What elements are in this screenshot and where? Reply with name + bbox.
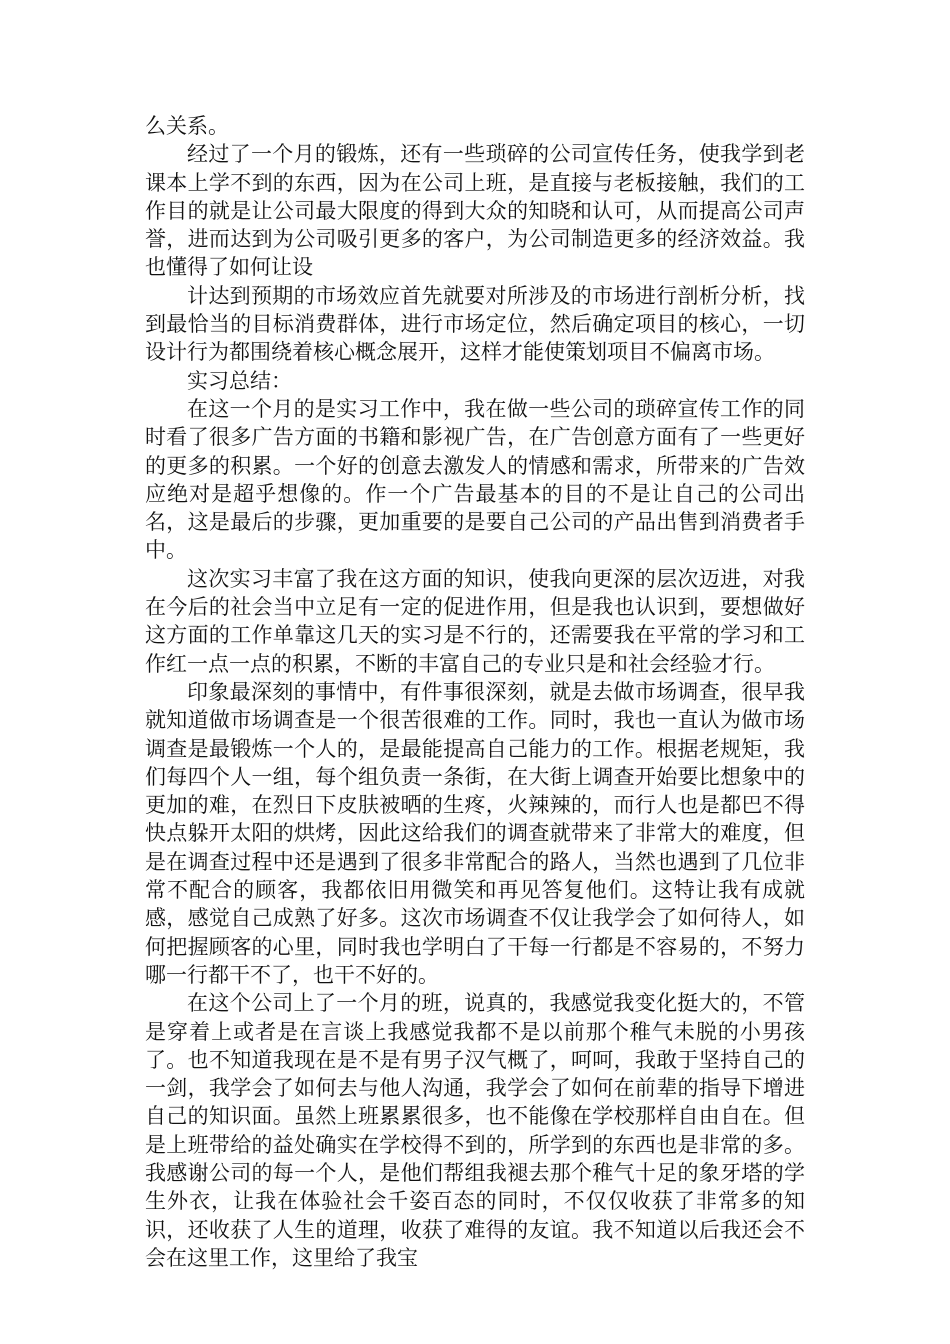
paragraph: 在这个公司上了一个月的班，说真的，我感觉我变化挺大的，不管是穿着上或者是在言谈上我感觉我都不是以前那个稚气未脱的小男孩了。也不知道我现在是不是有男子汉气概了，呵呵，我敢于坚持自己的一剑，我学会了如何去与他人沟通，我学会了如何在前辈的指导下增进自己的知识面。虽然上班累累很多，也不能像在学校那样自由自在。但是上班带给的益处确实在学校得不到的，所学到的东西也是非常的多。我感谢公司的每一个人，是他们帮组我褪去那个稚气十足的象牙塔的学生外衣，让我在体验社会千姿百态的同时，不仅仅收获了非常多的知识，还收获了人生的道理，收获了难得的友谊。我不知道以后我还会不会在这里工作，这里给了我宝 xyxy=(145,991,805,1270)
paragraph: 印象最深刻的事情中，有件事很深刻，就是去做市场调查，很早我就知道做市场调查是一个很苦很难的工作。同时，我也一直认为做市场调查是最锻炼一个人的，是最能提高自己能力的工作。根据老规矩，我们每四个人一组，每个组负责一条街，在大街上调查开始要比想象中的更加的难，在烈日下皮肤被晒的生疼，火辣辣的，而行人也是都巴不得快点躲开太阳的烘烤，因此这给我们的调查就带来了非常大的难度，但是在调查过程中还是遇到了很多非常配合的路人，当然也遇到了几位非常不配合的顾客，我都依旧用微笑和再见答复他们。这特让我有成就感，感觉自己成熟了好多。这次市场调查不仅让我学会了如何待人，如何把握顾客的心里，同时我也学明白了干每一行都是不容易的，不努力哪一行都干不了，也干不好的。 xyxy=(145,679,805,987)
paragraph: 经过了一个月的锻炼，还有一些琐碎的公司宣传任务，使我学到老课本上学不到的东西，因为在公司上班，是直接与老板接触，我们的工作目的就是让公司最大限度的得到大众的知晓和认可，从而提高公司声誉，进而达到为公司吸引更多的客户，为公司制造更多的经济效益。我也懂得了如何让设 xyxy=(145,142,805,280)
paragraph: 么关系。 xyxy=(145,114,229,138)
document-body xyxy=(145,112,805,1272)
paragraph: 这次实习丰富了我在这方面的知识，使我向更深的层次迈进，对我在今后的社会当中立足有一定的促进作用，但是我也认识到，要想做好这方面的工作单靠这几天的实习是不行的，还需要我在平常的学习和工作红一点一点的积累，不断的丰富自己的专业只是和社会经验才行。 xyxy=(145,566,805,676)
paragraph: 在这一个月的是实习工作中，我在做一些公司的琐碎宣传工作的同时看了很多广告方面的书籍和影视广告，在广告创意方面有了一些更好的更多的积累。一个好的创意去激发人的情感和需求，所带来的广告效应绝对是超乎想像的。作一个广告最基本的目的不是让自己的公司出名，这是最后的步骤，更加重要的是要自己公司的产品出售到消费者手中。 xyxy=(145,396,805,563)
paragraph: 计达到预期的市场效应首先就要对所涉及的市场进行剖析分析，找到最恰当的目标消费群体，进行市场定位，然后确定项目的核心，一切设计行为都围绕着核心概念展开，这样才能使策划项目不偏离市场。 xyxy=(145,283,805,365)
section-heading: 实习总结： xyxy=(187,368,292,393)
